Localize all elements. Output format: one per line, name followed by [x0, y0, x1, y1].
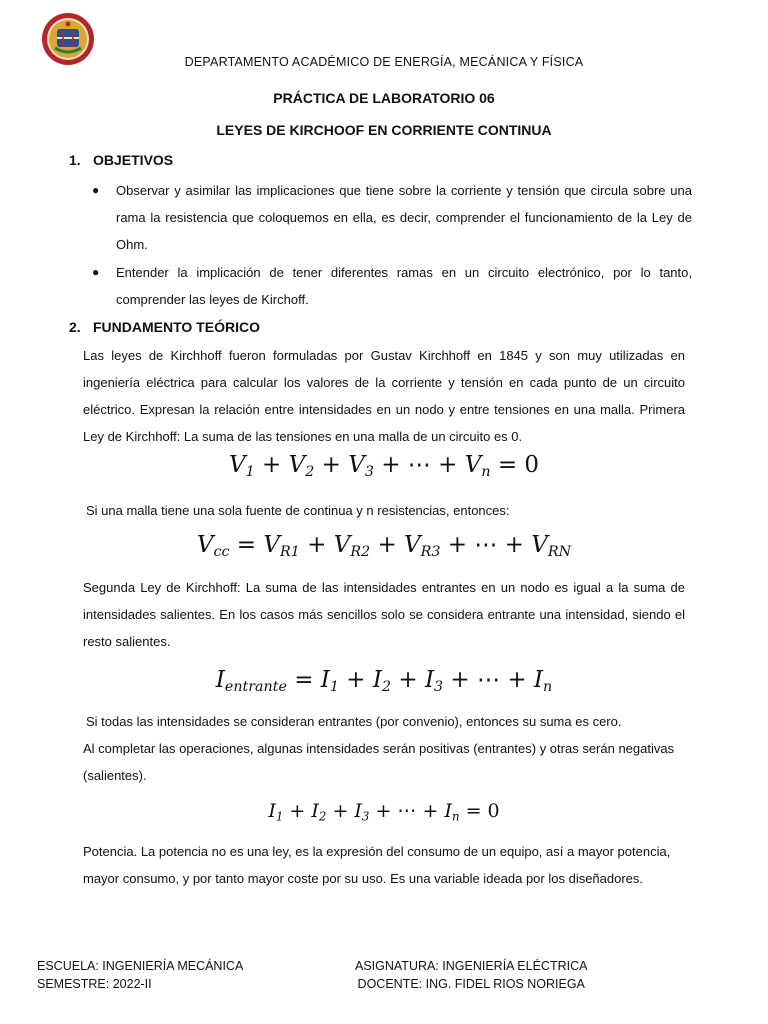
equation-source-voltage: $V_{cc} = V_{R1} + V_{R2} + V_{R3}$ + ⋯ + $V_{RN}$: [196, 532, 572, 560]
footer-right: [355, 957, 587, 993]
section-title: FUNDAMENTO TEÓRICO: [93, 319, 260, 335]
theory-paragraph-3: Segunda Ley de Kirchhoff: La suma de las intensidades entrantes en un nodo es igual a la suma de intensidades salientes. En los casos más sencillos solo se considera entrante una intensidad, siendo el resto salientes.: [83, 580, 685, 649]
bullet-icon: ●: [92, 265, 100, 279]
equation-current-zero: $I_1 + I_2 + I_3$ + ⋯ + $I_n = 0$: [268, 800, 500, 824]
section-title: OBJETIVOS: [93, 152, 174, 168]
footer-left: [37, 957, 243, 993]
theory-paragraph-1: Las leyes de Kirchhoff fueron formuladas por Gustav Kirchhoff en 1845 y son muy utilizadas en ingeniería eléctrica para calcular los valores de la corriente y tensión en cada punto de un circuito eléctrico. Expresan la relación entre intensidades en un nodo y entre tensiones en una malla. Primera Ley de Kirchhoff: La suma de las tensiones en una malla de un circuito es 0.: [83, 348, 685, 444]
equation-voltage-sum: $V_1 + V_2 + V_3$ + ⋯ + $V_n = 0$: [228, 452, 540, 480]
department-heading: DEPARTAMENTO ACADÉMICO DE ENERGÍA, MECÁNICA Y FÍSICA: [184, 55, 584, 69]
theory-paragraph-4-line2: Al completar las operaciones, algunas intensidades serán positivas (entrantes) y otras serán negativas (salientes).: [83, 741, 675, 783]
theory-paragraph-4-line1: Si todas las intensidades se consideran entrantes (por convenio), entonces su suma es cero.: [86, 714, 622, 729]
footer-subject: ASIGNATURA: INGENIERÍA ELÉCTRICA: [355, 959, 588, 973]
practice-title: PRÁCTICA DE LABORATORIO 06: [273, 90, 495, 106]
theory-paragraph-2: Si una malla tiene una sola fuente de continua y n resistencias, entonces:: [86, 503, 510, 518]
objective-item: [92, 259, 692, 313]
theory-paragraph-5: Potencia. La potencia no es una ley, es la expresión del consumo de un equipo, así a mayor potencia, mayor consumo, y por tanto mayor coste por su uso. Es una variable ideada por los diseñadores.: [83, 844, 671, 886]
objective-item: [92, 177, 692, 258]
footer-school: ESCUELA: INGENIERÍA MECÁNICA: [37, 959, 244, 973]
section-objectives-heading: [69, 152, 173, 168]
footer-semester: SEMESTRE: 2022-II: [37, 977, 152, 991]
footer-teacher: DOCENTE: ING. FIDEL RIOS NORIEGA: [357, 977, 585, 991]
equation-current-sum: $I_{entrante} = I_1 + I_2 + I_3$ + ⋯ + $I_n$: [215, 667, 553, 695]
objective-text: Entender la implicación de tener diferentes ramas en un circuito electrónico, por lo tanto, comprender las leyes de Kirchoff.: [116, 265, 692, 307]
practice-subtitle: LEYES DE KIRCHOOF EN CORRIENTE CONTINUA: [216, 122, 552, 138]
section-theory-heading: [69, 319, 260, 335]
bullet-icon: ●: [92, 183, 100, 197]
section-number: 1.: [69, 152, 81, 168]
section-number: 2.: [69, 319, 81, 335]
objective-text: Observar y asimilar las implicaciones que tiene sobre la corriente y tensión que circula sobre una rama la resistencia que coloquemos en ella, es decir, comprender el funcionamiento de la Ley de Ohm.: [116, 183, 692, 252]
